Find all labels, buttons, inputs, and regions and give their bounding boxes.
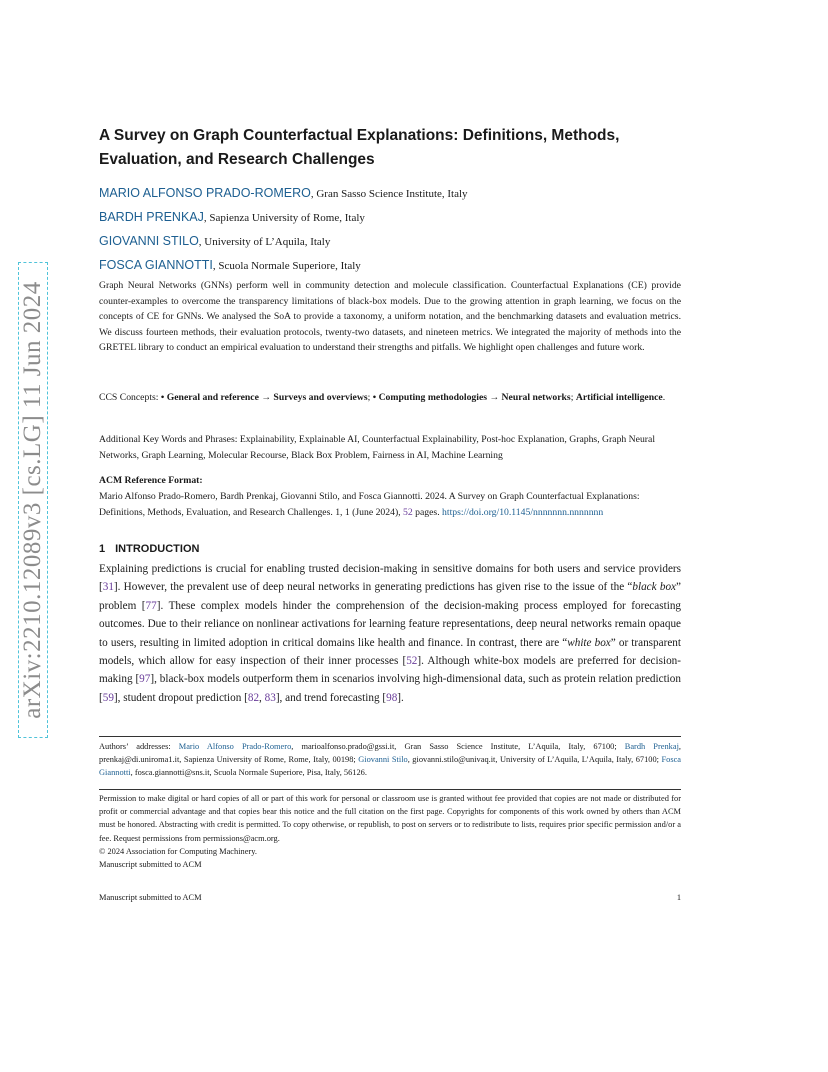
author-link[interactable]: Giovanni Stilo (358, 755, 408, 765)
author-name[interactable]: MARIO ALFONSO PRADO-ROMERO (99, 186, 311, 200)
author-affiliation: , Scuola Normale Superiore, Italy (212, 260, 361, 272)
citation-link[interactable]: 97 (139, 673, 151, 686)
author-3 (99, 232, 681, 256)
page-footer (99, 892, 681, 904)
page-number: 1 (676, 893, 681, 902)
authors-addresses (99, 740, 681, 780)
keywords: Additional Key Words and Phrases: Explainability, Explainable AI, Counterfactual Explainability, Post-hoc Explanation, Graphs, Graph Neural Networks, Graph Learning, Molecular Recourse, Black Box Problem, Fairness in AI, Machine Learning (99, 434, 656, 461)
pages-link[interactable]: 52 (403, 506, 413, 518)
author-name[interactable]: BARDH PRENKAJ (99, 210, 204, 224)
ccs-concept-2: • Computing methodologies → Neural networks (372, 392, 571, 403)
author-name[interactable]: FOSCA GIANNOTTI (99, 258, 213, 272)
author-name[interactable]: GIOVANNI STILO (99, 234, 199, 248)
citation-link[interactable]: 31 (102, 581, 114, 594)
citation-link[interactable]: 82 (247, 691, 260, 704)
author-link[interactable]: Bardh Prenkaj (624, 742, 679, 751)
emphasis: white box (567, 636, 611, 649)
permission-text: Permission to make digital or hard copies of all or part of this work for personal or classroom use is granted without fee provided that copies are not made or distributed for profit or commercial advantage and that copies bear this notice and the full citation on the first page. Copyrights for components of this work owned by others than ACM must be honored. Abstracting with credit is permitted. To copy otherwise, or republish, to post on servers or to redistribute to lists, requires prior specific permission and/or a fee. Request permissions from permissions@acm.org. (99, 794, 681, 843)
permission-rule (99, 789, 681, 790)
ccs-concept-1: • General and reference → Surveys and overviews (160, 392, 368, 403)
ccs-sep: ; (367, 392, 373, 403)
manuscript-line: Manuscript submitted to ACM (99, 860, 202, 870)
text-run: ” problem [ (99, 581, 681, 612)
section-title: INTRODUCTION (115, 543, 200, 555)
emphasis: black box (632, 581, 677, 594)
paper-title: A Survey on Graph Counterfactual Explanations: Definitions, Methods, Evaluation, and Research Challenges (99, 127, 620, 168)
text-run: ]. Although white-box models are preferred for decision-making [ (99, 655, 682, 686)
footer-text: Manuscript submitted to ACM (99, 893, 202, 902)
text-run: Explaining predictions is crucial for enabling trusted decision-making in sensitive domains for both users and service providers [ (99, 563, 681, 594)
citation-link[interactable]: 52 (406, 655, 418, 668)
text-run: Authors’ addresses: (99, 742, 179, 751)
arxiv-stamp (18, 262, 48, 738)
text-run: ]. (397, 691, 404, 704)
copyright-line: © 2024 Association for Computing Machinery. (99, 846, 257, 856)
text-run: ], student dropout prediction [ (113, 691, 248, 704)
author-affiliation: , University of L’Aquila, Italy (198, 236, 331, 248)
text-run: , prenkaj@di.uniroma1.it, Sapienza University of Rome, Rome, Italy, 00198; (99, 742, 681, 765)
ccs-end: . (662, 392, 666, 403)
text-run: ]. These complex models hinder the comprehension of the decision-making process employed for forecasting outcomes. Due to their reliance on nonlinear activations for learning feature representations, deep neural networks remain opaque to users, resulting in limited adoption in critical domains like health and finance. In contrast, there are “ (99, 599, 682, 649)
author-4 (99, 256, 681, 280)
text-run: ], and trend forecasting [ (275, 691, 387, 704)
text-run: , marioalfonso.prado@gssi.it, Gran Sasso Science Institute, L’Aquila, Italy, 67100; (291, 742, 625, 751)
text-run: , fosca.giannotti@sns.it, Scuola Normale Superiore, Pisa, Italy, 56126. (130, 768, 367, 778)
citation-link[interactable]: 59 (102, 691, 114, 704)
text-run: ” or transparent models, which allow for easy inspection of their inner processes [ (99, 636, 681, 668)
text-run: , giovanni.stilo@univaq.it, University of L’Aquila, L’Aquila, Italy, 67100; (407, 755, 662, 765)
citation-link[interactable]: 83 (264, 691, 276, 704)
author-list (99, 184, 681, 280)
section-number: 1 (99, 543, 106, 555)
doi-link[interactable]: https://doi.org/10.1145/nnnnnnn.nnnnnnn (442, 506, 604, 518)
citation-link[interactable]: 98 (386, 691, 398, 704)
author-affiliation: , Gran Sasso Science Institute, Italy (310, 188, 468, 200)
author-link[interactable]: Mario Alfonso Prado-Romero (178, 742, 292, 751)
author-2 (99, 208, 681, 232)
text-run: ], black-box models outperform them in scenarios involving high-dimensional data, such as protein relation prediction [ (99, 673, 681, 704)
author-link[interactable]: Fosca Giannotti (99, 755, 682, 778)
section-heading (99, 541, 681, 557)
author-affiliation: , Sapienza University of Rome, Italy (203, 212, 365, 224)
arxiv-id: arXiv:2210.12089v3 [cs.LG] 11 Jun 2024 (19, 281, 46, 719)
reference-format-heading: ACM Reference Format: (99, 475, 203, 486)
pages-suffix: pages. (412, 506, 443, 518)
ccs-sep: ; (570, 392, 576, 403)
author-1 (99, 184, 681, 208)
text-run: , (259, 691, 265, 704)
ccs-label: CCS Concepts: (99, 392, 161, 403)
text-run: ]. However, the prevalent use of deep neural networks in generating predictions has given rise to the issue of the “ (113, 581, 633, 594)
reference-format (99, 489, 681, 520)
citation-link[interactable]: 77 (145, 599, 157, 612)
footnote-rule (99, 736, 681, 737)
ccs-concepts (99, 390, 681, 406)
reference-text: Mario Alfonso Prado-Romero, Bardh Prenkaj, Giovanni Stilo, and Fosca Giannotti. 2024. A Survey on Graph Counterfactual Explanations: Definitions, Methods, Evaluation, and Research Challenges. 1, 1 (June 2024), (99, 491, 640, 518)
abstract: Graph Neural Networks (GNNs) perform well in community detection and molecule classification. Counterfactual Explanations (CE) provide counter-examples to overcome the transparency limitations of black-box models. Due to the growing attention in graph learning, we focus on the concepts of CE for GNNs. We analysed the SoA to provide a taxonomy, a uniform notation, and the benchmarking datasets and evaluation metrics. We discuss fourteen methods, their evaluation protocols, twenty-two datasets, and nineteen metrics. We integrated the majority of methods into the GRETEL library to conduct an empirical evaluation to understand their strengths and pitfalls. We highlight open challenges and future work. (99, 280, 681, 353)
ccs-concept-3: Artificial intelligence (575, 392, 663, 403)
intro-paragraph (99, 560, 681, 707)
permission-block (99, 792, 681, 871)
